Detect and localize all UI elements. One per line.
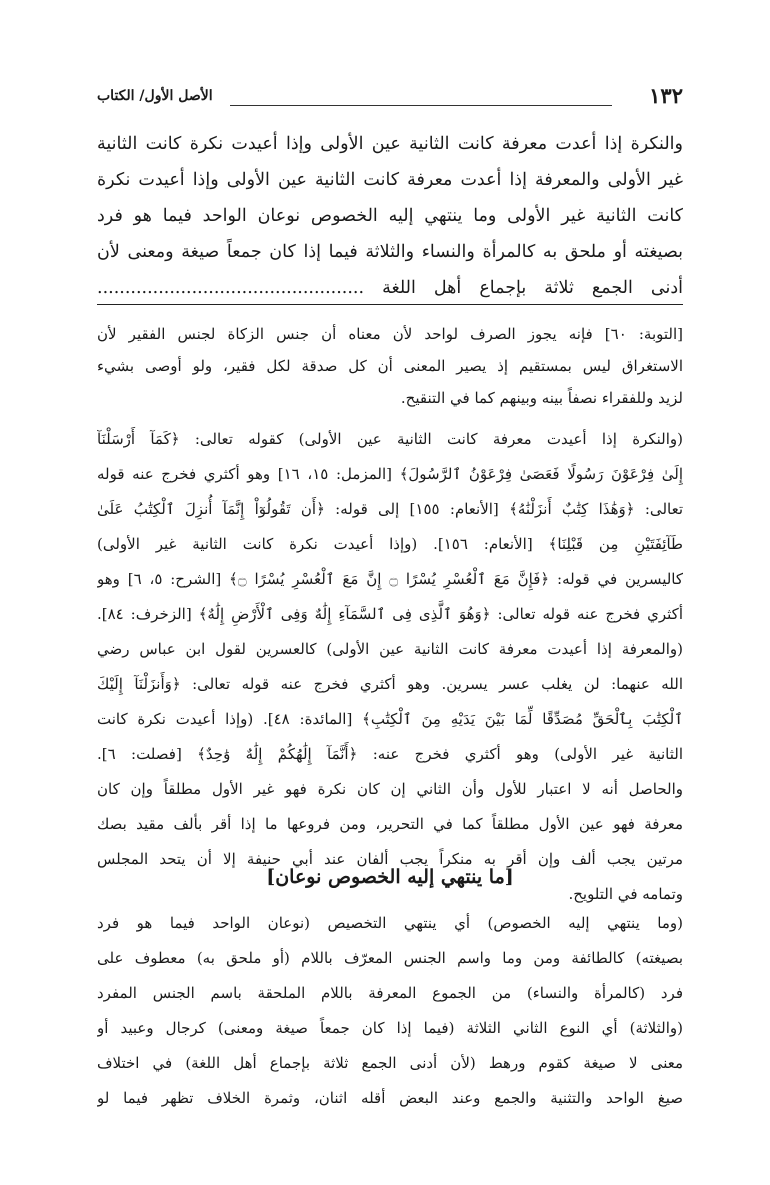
commentary-line: كاليسرين في قوله: ﴿فَإِنَّ مَعَ ٱلْعُسْرِ يُسْرًا ۝ إِنَّ مَعَ ٱلْعُسْرِ يُسْرًا ۝﴾ [الشرح: ٥، ٦] وهو [97,570,683,588]
page-number: ١٣٢ [649,83,683,108]
running-title: الأصل الأول/ الكتاب [97,88,213,104]
main-text-line: غير الأولى والمعرفة إذا أعدت معرفة كانت الثانية عين الأولى وإذا أعيدت نكرة [97,170,683,190]
commentary-line: (والمعرفة إذا أعيدت معرفة كانت الثانية عين الأولى) كالعسرين لقول ابن عباس رضي [97,640,683,658]
commentary-line: (والنكرة إذا أعيدت معرفة كانت الثانية عين الأولى) كقوله تعالى: ﴿كَمَآ أَرْسَلْنَآ [97,430,683,448]
commentary-line: (والثلاثة) أي النوع الثاني الثلاثة (فيما إذا كان جمعاً صيغة ومعنى) كرجال وعبيد أو [97,1019,683,1037]
commentary-line: أكثري فخرج عنه قوله تعالى: ﴿وَهُوَ ٱلَّذِى فِى ٱلسَّمَآءِ إِلَٰهٌ وَفِى ٱلْأَرْضِ إِلَٰهٌ﴾ [الزخرف: ٨٤]. [97,605,683,623]
main-text-line: والنكرة إذا أعدت معرفة كانت الثانية عين الأولى وإذا أعيدت نكرة كانت الثانية [97,134,683,154]
commentary-line: معرفة فهو عين الأول مطلقاً كما في التحرير، ومن فروعها ما إذا أقر بألف مقيد بصك [97,815,683,833]
commentary-line: ٱلْكِتَٰبَ بِٱلْحَقِّ مُصَدِّقًا لِّمَا بَيْنَ يَدَيْهِ مِنَ ٱلْكِتَٰبِ﴾ [المائدة: ٤٨]. (وإذا أعيدت نكرة كانت [97,710,683,728]
commentary-line: طَآئِفَتَيْنِ مِن قَبْلِنَا﴾ [الأنعام: ١٥٦]. (وإذا أعيدت نكرة كانت الثانية غير الأولى) [97,535,683,553]
commentary-line: وتمامه في التلويح. [568,885,683,903]
commentary-line: صيغ الواحد والتثنية والجمع وعند البعض أقله اثنان، وثمرة الخلاف تظهر فيما لو [97,1089,683,1107]
commentary-line: بصيغته) كالطائفة ومن وما واسم الجنس المعرّف باللام (أو ملحق به) معطوف على [97,949,683,967]
section-heading: [ما ينتهي إليه الخصوص نوعان] [266,866,514,888]
footnote-line: [التوبة: ٦٠] فإنه يجوز الصرف لواحد لأن معناه أن جنس الزكاة لجنس الفقير لأن [97,325,683,343]
main-text [97,126,683,306]
commentary-line: الله عنهما: لن يغلب عسر يسرين. وهو أكثري فخرج عنه قوله تعالى: ﴿وَأَنزَلْنَآ إِلَيْكَ [97,675,683,693]
commentary-line: والحاصل أنه لا اعتبار للأول وأن الثاني إن كان نكرة فهو غير الأول مطلقاً وإن كان [97,780,683,798]
header-rule [230,105,612,106]
commentary [97,422,683,912]
footnote-line: الاستغراق ليس بمستقيم إذ يصير المعنى أن كل صدقة لكل فقير، ولو أوصى بشيء [97,357,683,375]
footnote [97,318,683,414]
commentary-continued [97,906,683,1116]
footnote-line: لزيد وللفقراء نصفاً بينه وبينهم كما في التنقيح. [400,389,683,407]
commentary-line: إِلَىٰ فِرْعَوْنَ رَسُولًا فَعَصَىٰ فِرْعَوْنُ ٱلرَّسُولَ﴾ [المزمل: ١٥، ١٦] وهو أكثري فخرج عنه قوله [97,465,683,483]
commentary-line: فرد (كالمرأة والنساء) من الجموع المعرفة باللام الملحقة باسم الجنس المفرد [97,984,683,1002]
commentary-line: تعالى: ﴿وَهَٰذَا كِتَٰبٌ أَنزَلْنَٰهُ﴾ [الأنعام: ١٥٥] إلى قوله: ﴿أَن تَقُولُوٓاْ إِنَّمَآ أُنزِلَ ٱلْكِتَٰبُ عَلَىٰ [97,500,683,518]
commentary-line: مرتين يجب ألف وإن أقر به منكراً يجب ألفان عند أبي حنيفة إلا أن يتحد المجلس [97,850,683,868]
commentary-line: الثانية غير الأولى) وهو أكثري فخرج عنه: ﴿أَنَّمَآ إِلَٰهُكُمْ إِلَٰهٌ وَٰحِدٌ﴾ [فصلت: ٦]. [97,745,683,763]
main-text-line: بصيغته أو ملحق به كالمرأة والنساء والثلاثة فيما إذا كان جمعاً صيغة ومعنى لأن [97,242,683,262]
commentary-line: (وما ينتهي إليه الخصوص) أي ينتهي التخصيص (نوعان الواحد فيما هو فرد [97,914,683,932]
main-text-line: أدنى الجمع ثلاثة بإجماع أهل اللغة ................................................ [97,278,683,298]
commentary-line: معنى لا صيغة كقوم ورهط (لأن أدنى الجمع ثلاثة بإجماع أهل اللغة) في اختلاف [97,1054,683,1072]
main-text-line: كانت الثانية غير الأولى وما ينتهي إليه الخصوص نوعان الواحد فيما هو فرد [97,206,683,226]
separator-rule [97,304,683,305]
